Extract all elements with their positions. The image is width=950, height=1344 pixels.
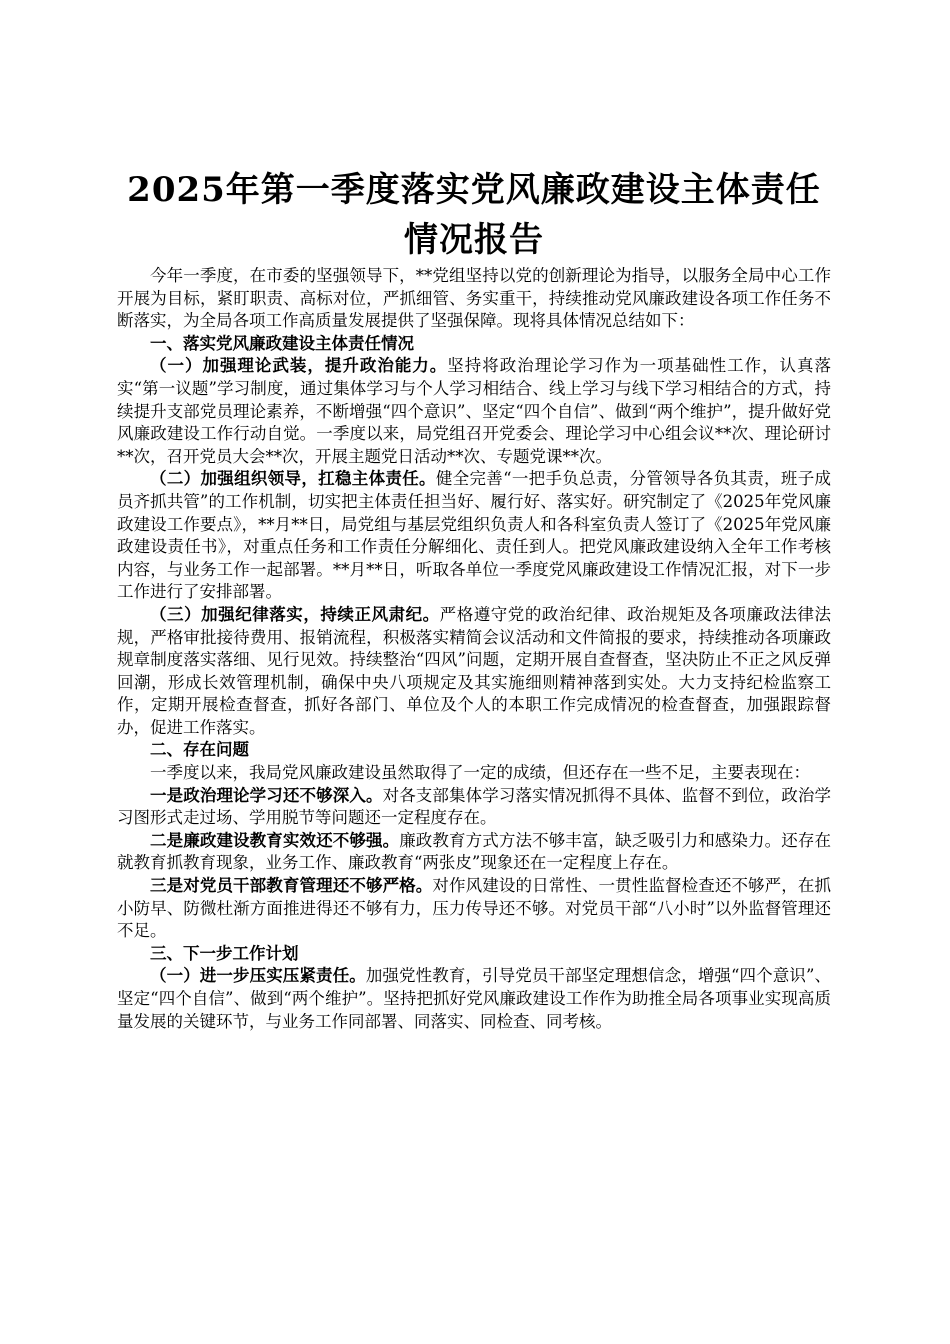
section-2-heading: 二、存在问题 bbox=[150, 740, 249, 760]
document-content bbox=[117, 165, 831, 1033]
section-2-item-2 bbox=[117, 830, 831, 875]
section-3-heading: 三、下一步工作计划 bbox=[150, 943, 299, 963]
item-lead: 一是政治理论学习还不够深入。 bbox=[150, 785, 383, 805]
item-text: 健全完善“一把手负总责，分管领导各负其责，班子成员齐抓共管”的工作机制，切实把主体责任担当好、履行好、落实好。研究制定了《2025年党风廉政建设工作要点》，**月**日，局党组与基层党组织负责人和各科室负责人签订了《2025年党风廉政建设责任书》，对重点任务和工作责任分解细化、责任到人。把党风廉政建设纳入全年工作考核内容，与业务工作一起部署。**月**日，听取各单位一季度党风廉政建设工作情况汇报，对下一步工作进行了安排部署。 bbox=[117, 469, 832, 602]
item-text: 对各支部集体学习落实情况抓得不具体、监督不到位，政治学习图形式走过场、学用脱节等问题还一定程度存在。 bbox=[117, 785, 832, 828]
section-1-heading: 一、落实党风廉政建设主体责任情况 bbox=[150, 333, 414, 353]
section-2-item-3 bbox=[117, 875, 831, 943]
item-lead: （一）进一步压实压紧责任。 bbox=[150, 966, 366, 986]
title-line-1: 2025年第一季度落实党风廉政建设主体责任 bbox=[127, 170, 821, 210]
document-body bbox=[117, 265, 831, 1033]
section-1-item-3 bbox=[117, 604, 831, 740]
intro-paragraph: 今年一季度，在市委的坚强领导下，**党组坚持以党的创新理论为指导，以服务全局中心工作开展为目标，紧盯职责、高标对位，严抓细管、务实重干，持续推动党风廉政建设各项工作任务不断落实，为全局各项工作高质量发展提供了坚强保障。现将具体情况总结如下： bbox=[117, 266, 831, 331]
item-lead: （三）加强纪律落实，持续正风肃纪。 bbox=[150, 604, 440, 624]
section-2-intro: 一季度以来，我局党风廉政建设虽然取得了一定的成绩，但还存在一些不足，主要表现在： bbox=[150, 763, 810, 783]
item-lead: （二）加强组织领导，扛稳主体责任。 bbox=[150, 469, 436, 489]
item-text: 严格遵守党的政治纪律、政治规矩及各项廉政法律法规，严格审批接待费用、报销流程，积极落实精简会议活动和文件简报的要求，持续推动各项廉政规章制度落实落细、见行见效。持续整治“四风”问题，定期开展自查督查，坚决防止不正之风反弹回潮，形成长效管理机制，确保中央八项规定及其实施细则精神落到实处。大力支持纪检监察工作，定期开展检查督查，抓好各部门、单位及个人的本职工作完成情况的检查督查，加强跟踪督办，促进工作落实。 bbox=[117, 604, 832, 737]
section-1-item-2 bbox=[117, 468, 831, 604]
item-lead: （一）加强理论武装，提升政治能力。 bbox=[150, 356, 448, 376]
title-line-2: 情况报告 bbox=[404, 220, 544, 260]
item-text: 廉政教育方式方法不够丰富，缺乏吸引力和感染力。还存在就教育抓教育现象，业务工作、廉政教育“两张皮”现象还在一定程度上存在。 bbox=[117, 830, 832, 873]
item-text: 坚持将政治理论学习作为一项基础性工作，认真落实“第一议题”学习制度，通过集体学习与个人学习相结合、线上学习与线下学习相结合的方式，持续提升支部党员理论素养，不断增强“四个意识”、坚定“四个自信”、做到“两个维护”，提升做好党风廉政建设工作行动自觉。一季度以来，局党组召开党委会、理论学习中心组会议**次、理论研讨**次，召开党员大会**次，开展主题党日活动**次、专题党课**次。 bbox=[117, 356, 832, 466]
item-lead: 三是对党员干部教育管理还不够严格。 bbox=[150, 876, 433, 896]
item-lead: 二是廉政建设教育实效还不够强。 bbox=[150, 830, 400, 850]
item-text: 对作风建设的日常性、一贯性监督检查还不够严，在抓小防早、防微杜渐方面推进得还不够有力，压力传导还不够。对党员干部“八小时”以外监督管理还不足。 bbox=[117, 876, 832, 941]
item-text: 加强党性教育，引导党员干部坚定理想信念，增强“四个意识”、坚定“四个自信”、做到“两个维护”。坚持把抓好党风廉政建设工作作为助推全局各项事业实现高质量发展的关键环节，与业务工作同部署、同落实、同检查、同考核。 bbox=[117, 966, 832, 1031]
section-1-item-1 bbox=[117, 355, 831, 468]
document-title bbox=[117, 165, 831, 265]
section-3-item-1 bbox=[117, 965, 831, 1033]
section-2-item-1 bbox=[117, 785, 831, 830]
